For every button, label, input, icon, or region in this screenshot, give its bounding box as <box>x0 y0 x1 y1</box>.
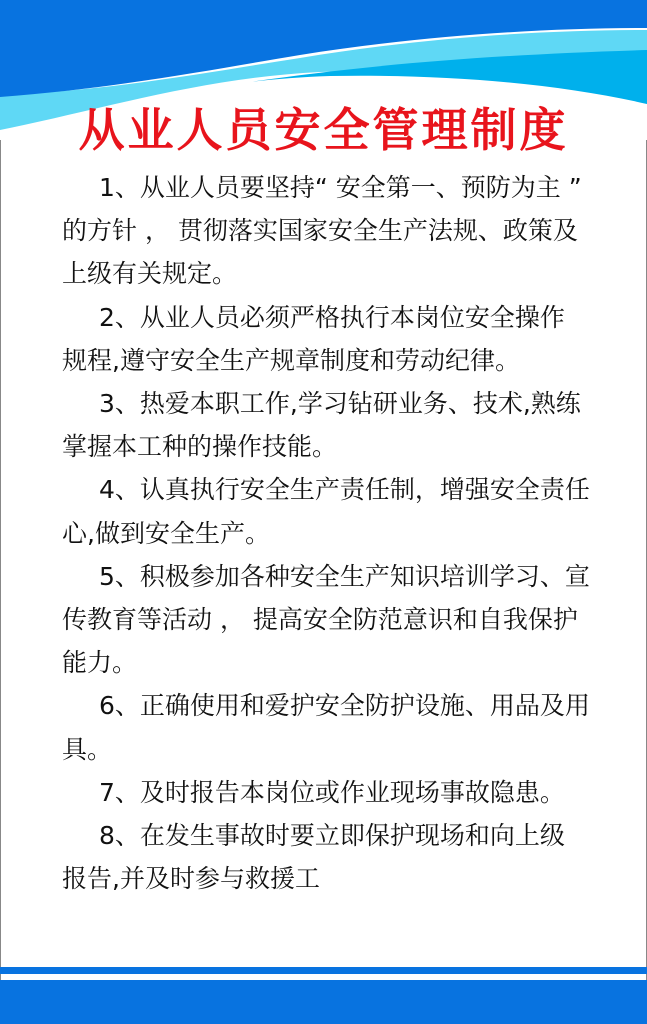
rule-item <box>62 382 622 468</box>
rule-text-line: 4、认真执行安全生产责任制，增强安全责任 <box>99 475 590 505</box>
rule-text-line: 具。 <box>62 734 113 764</box>
rule-text-line: 3、热爱本职工作,学习钻研业务、技术,熟练 <box>99 389 581 419</box>
footer-stripe <box>0 967 647 974</box>
rule-item <box>62 684 622 770</box>
rule-text-line: 6、正确使用和爱护安全防护设施、用品及用 <box>99 691 590 721</box>
rule-item <box>62 771 622 814</box>
rule-text-line: 规程,遵守安全生产规章制度和劳动纪律。 <box>62 345 520 375</box>
page-title: 从业人员安全管理制度 <box>78 103 569 157</box>
rule-item <box>62 296 622 382</box>
rule-item <box>62 468 622 554</box>
rule-text-line: 8、在发生事故时要立即保护现场和向上级 <box>99 821 565 851</box>
rule-item <box>62 814 622 900</box>
rule-text-line: 7、及时报告本岗位或作业现场事故隐患。 <box>99 777 565 807</box>
footer-band <box>0 980 647 1024</box>
rule-text-line: 能力。 <box>62 648 138 678</box>
rule-text-line: 心,做到安全生产。 <box>62 518 270 548</box>
rules-list <box>62 166 622 900</box>
rule-text-line: 5、积极参加各种安全生产知识培训学习、宣 <box>99 561 590 591</box>
rule-item <box>62 555 622 685</box>
rule-text-line: 掌握本工种的操作技能。 <box>62 432 338 462</box>
rule-item <box>62 166 622 296</box>
rule-text-line: 上级有关规定。 <box>62 259 238 289</box>
rule-text-line: 1、从业人员要坚持“ 安全第一、预防为主 ” <box>99 173 582 202</box>
rule-text-line: 2、从业人员必须严格执行本岗位安全操作 <box>99 302 565 332</box>
rule-text-line: 传教育等活动 ， 提高安全防范意识和自我保护 <box>62 605 578 635</box>
rule-text-line: 的方针 ， 贯彻落实国家安全生产法规、政策及 <box>62 216 578 246</box>
rule-text-line: 报告,并及时参与救援工 <box>62 864 320 894</box>
